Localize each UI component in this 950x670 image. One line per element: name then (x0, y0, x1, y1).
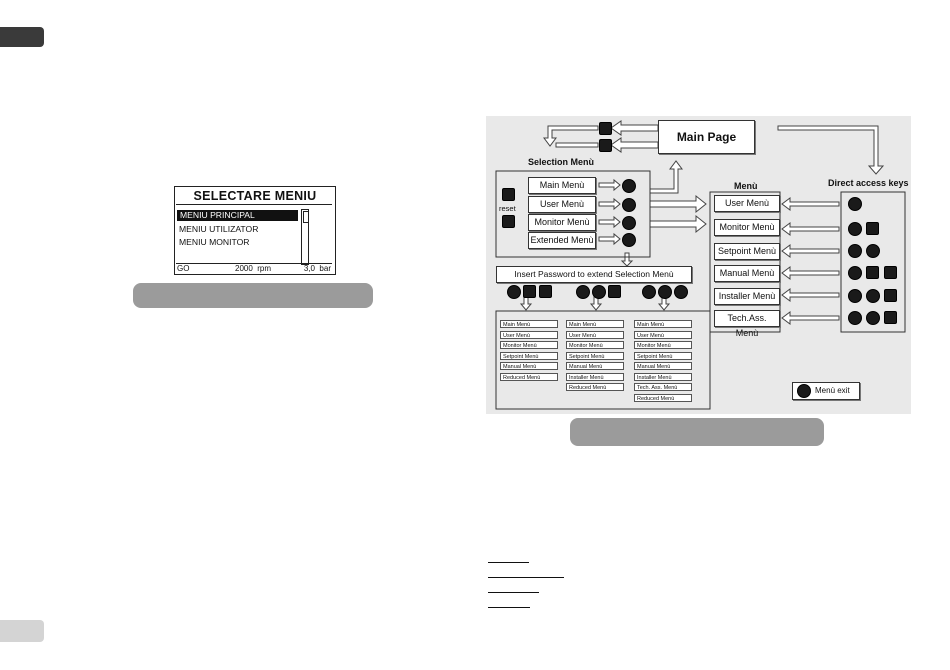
mini-menu-item: Tech. Ass. Menù (634, 383, 692, 391)
lcd-scrollbar (301, 209, 309, 265)
lcd-status-go: GO (177, 264, 190, 273)
lcd-menu-item-principal: MENIU PRINCIPAL (177, 210, 298, 221)
mini-menu-item: Main Menù (566, 320, 624, 328)
mini-menu-item: Reduced Menù (566, 383, 624, 391)
direct-key-icon (848, 244, 862, 258)
mini-menu-item: Reduced Menù (500, 373, 558, 381)
mini-menu-item: Setpoint Menù (566, 352, 624, 360)
key-icon (642, 285, 656, 299)
direct-key-icon (866, 266, 879, 279)
mode-key-icon (622, 198, 636, 212)
lcd-caption-bar (133, 283, 373, 308)
direct-key-icon (884, 311, 897, 324)
underline-1 (488, 562, 529, 563)
underline-4 (488, 607, 530, 608)
mode-key-icon (622, 179, 636, 193)
direct-key-icon (884, 289, 897, 302)
page-tab-bottom (0, 620, 44, 642)
selection-item-monitor-menu: Monitor Menù (528, 214, 596, 231)
menu-item-manual: Manual Menù (714, 265, 780, 282)
mini-menu-item: Main Menù (500, 320, 558, 328)
mini-menu-item: Reduced Menù (634, 394, 692, 402)
lcd-divider (176, 204, 332, 205)
menu-item-tech-ass: Tech.Ass. Menù (714, 310, 780, 327)
menu-exit-label: Menù exit (815, 386, 850, 395)
direct-key-icon (848, 222, 862, 236)
lcd-status-bar-value: 3,0 bar (303, 264, 331, 273)
mini-menu-item: User Menù (500, 331, 558, 339)
lcd-title: SELECTARE MENIU (193, 189, 317, 203)
mini-menu-item: Monitor Menù (634, 341, 692, 349)
menu-title: Menù (734, 181, 758, 191)
direct-access-keys-title: Direct access keys (828, 178, 909, 188)
mini-menu-item: Monitor Menù (500, 341, 558, 349)
mini-menu-item: Setpoint Menù (500, 352, 558, 360)
lcd-menu-item-utilizator: MENIU UTILIZATOR (179, 224, 259, 234)
key-icon (507, 285, 521, 299)
underline-2 (488, 577, 564, 578)
lcd-status-rpm: 2000 rpm (235, 264, 272, 273)
menu-item-monitor: Monitor Menù (714, 219, 780, 236)
selection-menu-title: Selection Menù (528, 157, 595, 167)
lcd-scrollbar-thumb (303, 211, 309, 223)
key-icon (658, 285, 672, 299)
mini-menu-item: Setpoint Menù (634, 352, 692, 360)
mode-key-icon (622, 216, 636, 230)
exit-key-icon (797, 384, 811, 398)
direct-key-icon (848, 289, 862, 303)
down-key-icon (599, 139, 612, 152)
reset-label: reset (499, 204, 516, 213)
mini-menu-item: Installer Menù (566, 373, 624, 381)
mini-menu-item: Main Menù (634, 320, 692, 328)
key-icon (523, 285, 536, 298)
direct-key-icon (884, 266, 897, 279)
mini-menu-item: Manual Menù (500, 362, 558, 370)
menu-item-user: User Menù (714, 195, 780, 212)
page-tab-top (0, 27, 44, 47)
menu-exit-box (792, 382, 860, 400)
reset-down-key-icon (502, 215, 515, 228)
mode-key-icon (622, 233, 636, 247)
direct-key-icon (848, 266, 862, 280)
direct-key-icon (848, 311, 862, 325)
direct-key-icon (866, 244, 880, 258)
menu-item-installer: Installer Menù (714, 288, 780, 305)
mini-menu-item: Manual Menù (566, 362, 624, 370)
mini-menu-item: User Menù (634, 331, 692, 339)
key-icon (674, 285, 688, 299)
selection-item-user-menu: User Menù (528, 196, 596, 213)
key-icon (592, 285, 606, 299)
menu-structure-diagram (486, 116, 911, 414)
mini-menu-item: Installer Menù (634, 373, 692, 381)
up-key-icon (599, 122, 612, 135)
direct-key-icon (866, 289, 880, 303)
reset-up-key-icon (502, 188, 515, 201)
diagram-caption-bar (570, 418, 824, 446)
mini-menu-item: User Menù (566, 331, 624, 339)
lcd-menu-item-monitor: MENIU MONITOR (179, 237, 250, 247)
mini-menu-item: Manual Menù (634, 362, 692, 370)
key-icon (539, 285, 552, 298)
key-icon (608, 285, 621, 298)
selection-item-main-menu: Main Menù (528, 177, 596, 194)
key-icon (576, 285, 590, 299)
mini-menu-item: Monitor Menù (566, 341, 624, 349)
lcd-display (174, 186, 336, 275)
selection-item-extended-menu: Extended Menù (528, 232, 596, 249)
menu-item-setpoint: Setpoint Menù (714, 243, 780, 260)
direct-key-icon (866, 311, 880, 325)
main-page-box: Main Page (658, 120, 755, 154)
password-prompt-box: Insert Password to extend Selection Menù (496, 266, 692, 283)
underline-3 (488, 592, 539, 593)
direct-key-icon (866, 222, 879, 235)
direct-key-icon (848, 197, 862, 211)
